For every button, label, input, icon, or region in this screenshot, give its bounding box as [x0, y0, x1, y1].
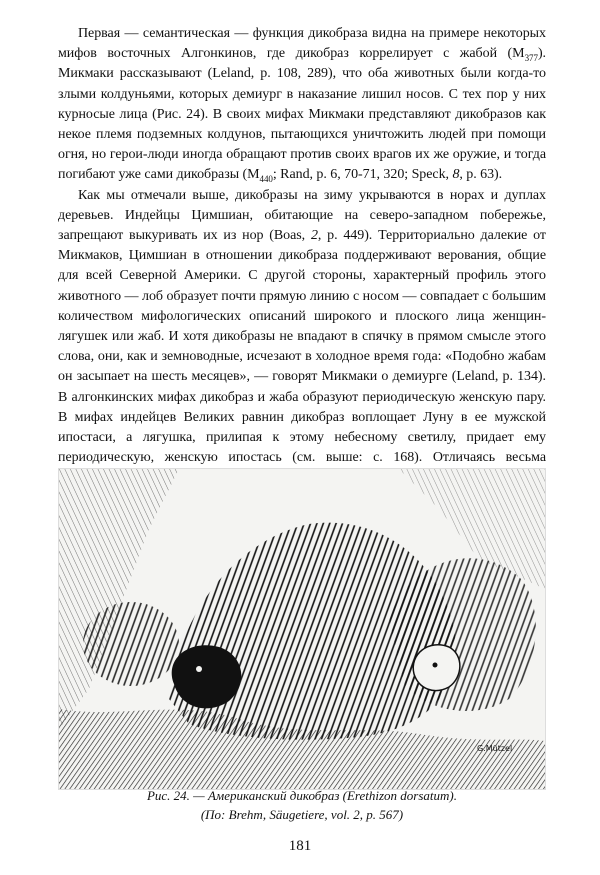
myth-ref-subscript-1: 377	[524, 53, 538, 63]
paragraph-2	[58, 186, 546, 509]
paragraph-1-text-a: Первая — семантическая — функция дикобраза видна на примере некоторых мифов восточных Алгонкинов, где дикобраз коррелирует с жабой (M	[58, 26, 546, 62]
ref-volume-italic: 2	[310, 228, 318, 244]
caption-line-2: (По: Brehm, Säugetiere, vol. 2, p. 567)	[200, 807, 404, 822]
porcupine-right-face	[413, 645, 460, 691]
porcupine-eye	[196, 666, 202, 672]
artist-signature: G.Mützel	[477, 744, 513, 753]
porcupine-engraving-figure	[58, 468, 546, 790]
page-text	[58, 24, 546, 509]
small-porcupine-left	[83, 602, 179, 686]
paragraph-2-text-a: Как мы отмечали выше, дикобразы на зиму укрываются в норах и дуплах деревьев. Индейцы Цимшиан, обитающие на северо-западном побережье, запрещают выкуривать их из нор (Boas,	[58, 187, 546, 244]
paragraph-1-text-c: ; Rand, p. 6, 70-71, 320; Speck,	[272, 167, 453, 183]
myth-ref-subscript-2: 440	[259, 174, 273, 185]
porcupine-right-eye	[433, 663, 438, 668]
page-number: 181	[288, 838, 312, 854]
ref-volume-italic: 8	[452, 167, 460, 183]
paragraph-2-text-b: , p. 449). Территориально далекие от Микмаков, Цимшиан в отношении дикобраза поддерживают верования, общие для всей Северной Америки. С другой стороны, характерный профиль этого животного — лоб образует почти прямую линию с носом — совпадает с большим количеством мифологических описаний широкого и плоского лица женщин-лягушек или жаб. И хотя дикобразы не впадают в спячку в прямом смысле этого слова, они, как и земноводные, исчезают в холодное время года: «Подобно жабам он засыпает на шесть месяцев», — говорят Микмаки о демиурге (Leland, p. 134). В алгонкинских мифах дикобраз и жаба образуют периодическую женскую пару. В мифах индейцев Великих равнин дикобраз воплощает Луну в ее мужской ипостаси, а лягушка, прилипая к этому небесному светилу, придает ему периодическую, женскую ипостась (см. выше: с. 168). Отличаясь весьма	[58, 228, 546, 466]
paragraph-1	[58, 24, 546, 186]
paragraph-1-text-b: ). Микмаки рассказывают (Leland, p. 108, 289), что оба животных были когда-то злыми колдуньями, которых демиург в наказание лишил носов. С тех пор у них курносые лица (Рис. 24). В своих мифах Микмаки представляют дикобразов как некое племя подземных колдунов, пытающихся уничтожить людей при помощи огня, но герои-люди иногда обращают против своих врагов их же оружие, и тогда погибают уже сами дикобразы (M	[58, 46, 546, 183]
porcupine-illustration	[59, 469, 545, 789]
paragraph-1-text-d: , p. 63).	[459, 167, 503, 183]
figure-caption	[58, 786, 546, 824]
caption-line-1: Рис. 24. — Американский дикобраз (Erethizon dorsatum).	[146, 788, 458, 803]
